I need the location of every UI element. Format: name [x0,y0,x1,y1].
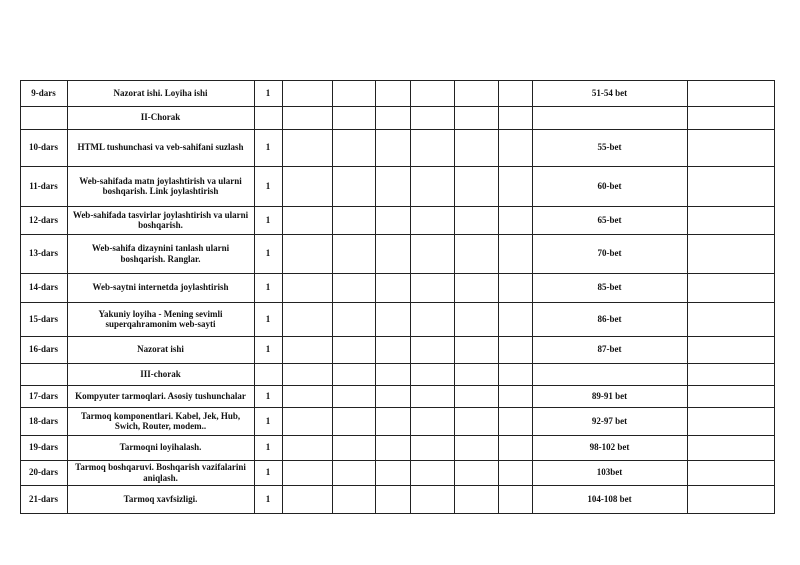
column-divider [375,80,376,513]
lesson-number: 14-dars [29,282,58,293]
lesson-hours: 1 [265,142,271,153]
lesson-topic: Tarmoq komponentlari. Kabel, Jek, Hub, Swich, Router, modem.. [80,410,241,431]
lesson-number: 20-dars [29,467,58,478]
row-divider [20,407,775,408]
lesson-pages: 89-91 bet [591,390,628,401]
column-divider [454,80,455,513]
row-divider [20,336,775,337]
lesson-hours: 1 [265,390,271,401]
lesson-number: 17-dars [29,390,58,401]
lesson-hours: 1 [265,282,271,293]
row-divider [20,435,775,436]
row-divider [20,273,775,274]
column-divider [532,80,533,513]
lesson-hours: 1 [265,87,271,98]
lesson-number: 21-dars [29,493,58,504]
lesson-pages: 104-108 bet [587,493,632,504]
lesson-hours: 1 [265,214,271,225]
row-divider [20,106,775,107]
lesson-number: 11-dars [29,180,58,191]
lesson-hours: 1 [265,467,271,478]
row-divider [20,234,775,235]
lesson-number: 15-dars [29,313,58,324]
column-divider [20,80,21,513]
lesson-hours: 1 [265,493,271,504]
lesson-topic: HTML tushunchasi va veb-sahifani suzlash [77,142,244,153]
column-divider [498,80,499,513]
row-divider [20,485,775,486]
lesson-plan-table [20,80,774,514]
lesson-pages: 55-bet [597,142,622,153]
lesson-topic: Yakuniy loyiha - Mening sevimli superqahramonim web-sayti [98,308,223,329]
lesson-pages: 103bet [596,467,623,478]
lesson-number: 13-dars [29,248,58,259]
lesson-pages: 85-bet [597,282,622,293]
lesson-hours: 1 [265,313,271,324]
lesson-topic: Web-sahifada matn joylashtirish va ularni boshqarish. Link joylashtirish [79,175,242,196]
column-divider [687,80,688,513]
lesson-topic: Tarmoqni loyihalash. [119,442,202,453]
lesson-pages: 92-97 bet [591,415,628,426]
row-divider [20,206,775,207]
lesson-topic: Web-sahifada tasvirlar joylashtirish va ularni boshqarish. [72,209,249,230]
row-divider [20,80,775,81]
lesson-pages: 51-54 bet [591,87,628,98]
column-divider [67,80,68,513]
column-divider [282,80,283,513]
lesson-pages: 65-bet [597,214,622,225]
row-divider [20,513,775,514]
lesson-hours: 1 [265,442,271,453]
lesson-pages: 70-bet [597,248,622,259]
lesson-number: 12-dars [29,214,58,225]
section-heading: III-chorak [140,368,181,379]
lesson-topic: Nazorat ishi [137,344,184,355]
row-divider [20,460,775,461]
lesson-pages: 98-102 bet [589,442,630,453]
lesson-topic: Nazorat ishi. Loyiha ishi [113,87,208,98]
lesson-hours: 1 [265,344,271,355]
lesson-hours: 1 [265,248,271,259]
row-divider [20,363,775,364]
lesson-number: 19-dars [29,442,58,453]
row-divider [20,385,775,386]
lesson-number: 9-dars [31,87,56,98]
row-divider [20,129,775,130]
lesson-pages: 87-bet [597,344,622,355]
lesson-topic: Web-saytni internetda joylashtirish [92,282,229,293]
lesson-pages: 86-bet [597,313,622,324]
lesson-topic: Web-sahifa dizaynini tanlash ularni boshqarish. Ranglar. [91,243,230,264]
lesson-topic: Kompyuter tarmoqlari. Asosiy tushunchalar [75,390,246,401]
lesson-number: 16-dars [29,344,58,355]
section-heading: II-Chorak [140,112,181,123]
lesson-topic: Tarmoq boshqaruvi. Boshqarish vazifalarini aniqlash. [75,462,246,483]
lesson-pages: 60-bet [597,180,622,191]
lesson-number: 10-dars [29,142,58,153]
lesson-hours: 1 [265,180,271,191]
row-divider [20,302,775,303]
column-divider [332,80,333,513]
row-divider [20,166,775,167]
column-divider [254,80,255,513]
lesson-topic: Tarmoq xavfsizligi. [123,493,198,504]
column-divider [410,80,411,513]
lesson-hours: 1 [265,415,271,426]
lesson-number: 18-dars [29,415,58,426]
column-divider [774,80,775,513]
